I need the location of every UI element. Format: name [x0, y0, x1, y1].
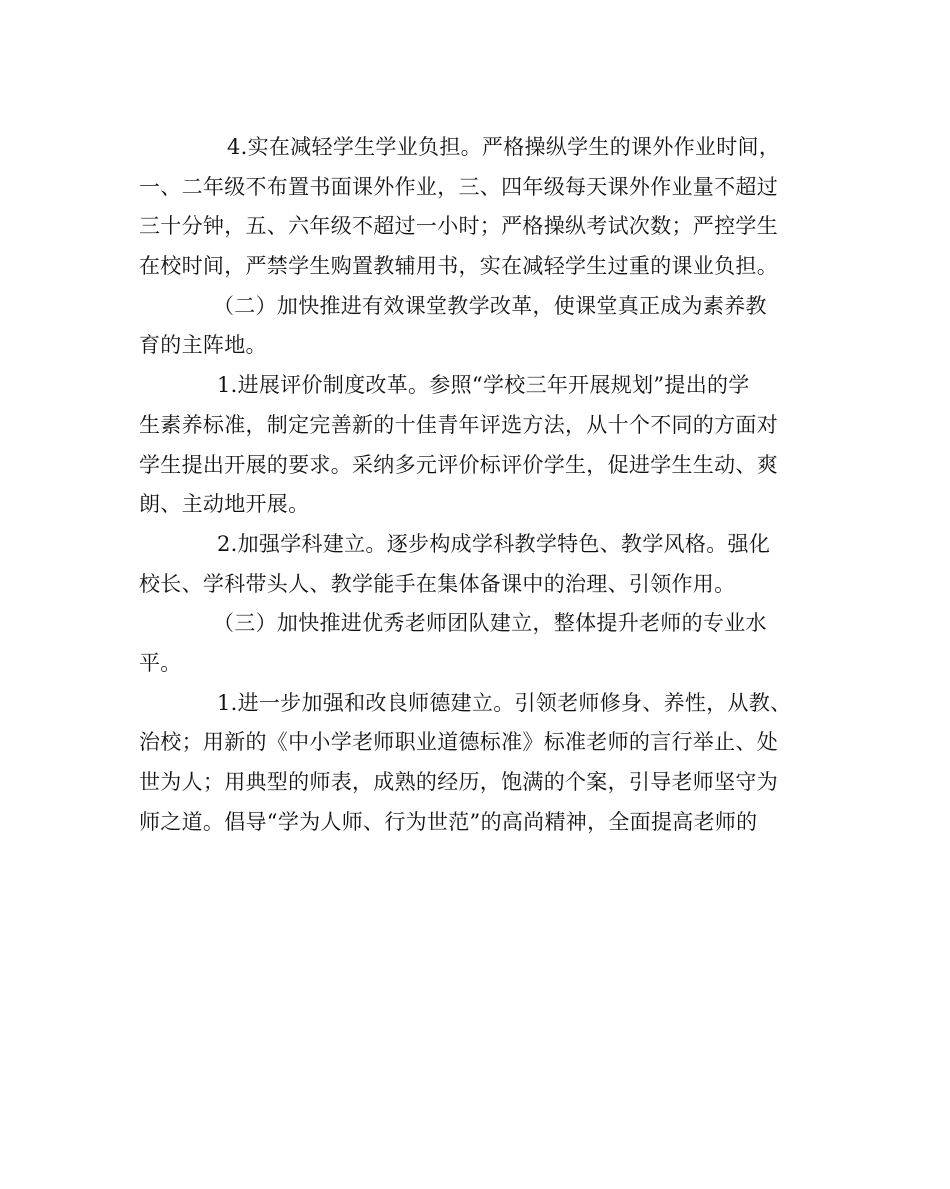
paragraph-line: 在校时间，严禁学生购置教辅用书，实在减轻学生过重的课业负担。: [139, 254, 778, 279]
paragraph-line: 朗、主动地开展。: [139, 492, 310, 517]
paragraph-line: 一、二年级不布置书面课外作业，三、四年级每天课外作业量不超过: [139, 174, 778, 199]
paragraph-line: 校长、学科带头人、教学能手在集体备课中的治理、引领作用。: [139, 571, 736, 596]
document-body: [139, 128, 799, 842]
section-heading-line: （三）加快推进优秀老师团队建立，整体提升老师的专业水: [213, 611, 767, 636]
section-heading-line: （二）加快推进有效课堂教学改革，使课堂真正成为素养教: [213, 293, 767, 318]
paragraph-line: 治校；用新的《中小学老师职业道德标准》标准老师的言行举止、处: [139, 730, 778, 755]
paragraph-line: 1.进展评价制度改革。参照“学校三年开展规划”提出的学: [217, 373, 750, 398]
paragraph-line: 世为人；用典型的师表，成熟的经历，饱满的个案，引导老师坚守为: [139, 770, 778, 794]
section-heading-line: 平。: [139, 650, 182, 675]
paragraph-line: 2.加强学科建立。逐步构成学科教学特色、教学风格。强化: [217, 531, 771, 556]
paragraph-line: 1.进一步加强和改良师德建立。引领老师修身、养性，从教、: [217, 690, 792, 715]
paragraph-line: 师之道。倡导“学为人师、行为世范”的高尚精神，全面提高老师的: [139, 809, 758, 834]
section-heading-line: 育的主阵地。: [139, 333, 267, 358]
paragraph-line: 三十分钟，五、六年级不超过一小时；严格操纵考试次数；严控学生: [139, 214, 778, 239]
paragraph-line: 生素养标准，制定完善新的十佳青年评选方法，从十个不同的方面对: [139, 412, 778, 437]
paragraph-line: 学生提出开展的要求。采纳多元评价标评价学生，促进学生生动、爽: [139, 452, 778, 477]
paragraph-line: 4.实在减轻学生学业负担。严格操纵学生的课外作业时间，: [227, 135, 781, 159]
